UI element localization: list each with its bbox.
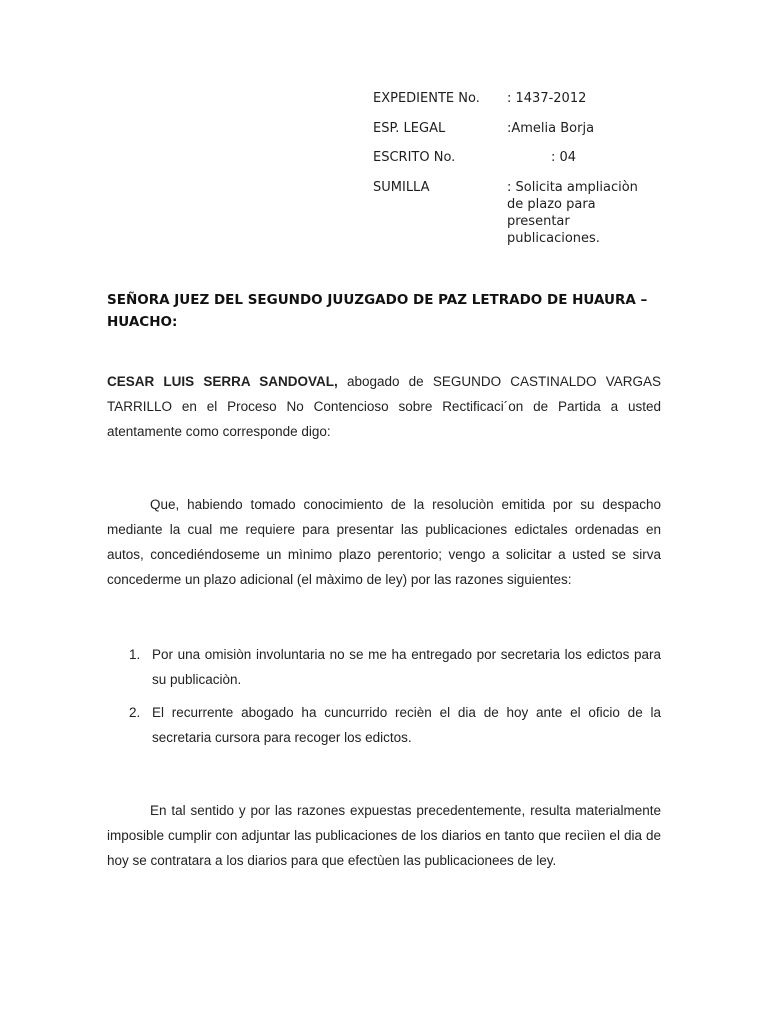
list-item-text: Por una omisiòn involuntaria no se me ha entregado por secretaria los edictos para su publicaciòn. xyxy=(152,647,661,687)
case-header xyxy=(373,90,673,247)
sumilla-row xyxy=(373,179,673,247)
sumilla-value: : Solicita ampliaciòn de plazo para presentar publicaciones. xyxy=(507,179,638,246)
list-item-number: 2. xyxy=(129,705,141,720)
list-item xyxy=(107,642,661,692)
list-item-number: 1. xyxy=(129,647,141,662)
esp-legal-row xyxy=(373,120,673,150)
escrito-label: ESCRITO No. xyxy=(373,150,456,165)
sumilla-label: SUMILLA xyxy=(373,179,430,195)
expediente-label: EXPEDIENTE No. xyxy=(373,91,480,106)
intro-text: abogado de SEGUNDO CASTINALDO VARGAS TARRILLO en el Proceso No Contencioso sobre Rectificaci´on de Partida a usted atentamente como corresponde digo: xyxy=(107,374,661,439)
expediente-value: : 1437-2012 xyxy=(507,91,587,106)
reasons-list xyxy=(107,642,661,758)
addressee-heading: SEÑORA JUEZ DEL SEGUNDO JUUZGADO DE PAZ LETRADO DE HUAURA – HUACHO: xyxy=(107,292,648,330)
escrito-row xyxy=(373,149,673,179)
lawyer-name: CESAR LUIS SERRA SANDOVAL, xyxy=(107,374,338,389)
conclusion-paragraph: En tal sentido y por las razones expuestas precedentemente, resulta materialmente imposible cumplir con adjuntar las publicaciones de los diarios en tanto que reciìen el dia de hoy se contratara a los diarios para que efectùen las publicacionees de ley. xyxy=(107,803,661,868)
esp-legal-value: :Amelia Borja xyxy=(507,120,595,136)
request-paragraph: Que, habiendo tomado conocimiento de la resoluciòn emitida por su despacho mediante la cual me requiere para presentar las publicaciones edictales ordenadas en autos, concediéndoseme un mìnimo plazo perentorio; vengo a solicitar a usted se sirva concederme un plazo adicional (el màximo de ley) por las razones siguientes: xyxy=(107,497,661,587)
esp-legal-label: ESP. LEGAL xyxy=(373,120,446,136)
expediente-row xyxy=(373,90,673,120)
list-item xyxy=(107,700,661,750)
escrito-value: : 04 xyxy=(551,150,577,165)
list-item-text: El recurrente abogado ha cuncurrido recièn el dia de hoy ante el oficio de la secretaria cursora para recoger los edictos. xyxy=(152,705,661,745)
intro-paragraph xyxy=(107,369,661,444)
